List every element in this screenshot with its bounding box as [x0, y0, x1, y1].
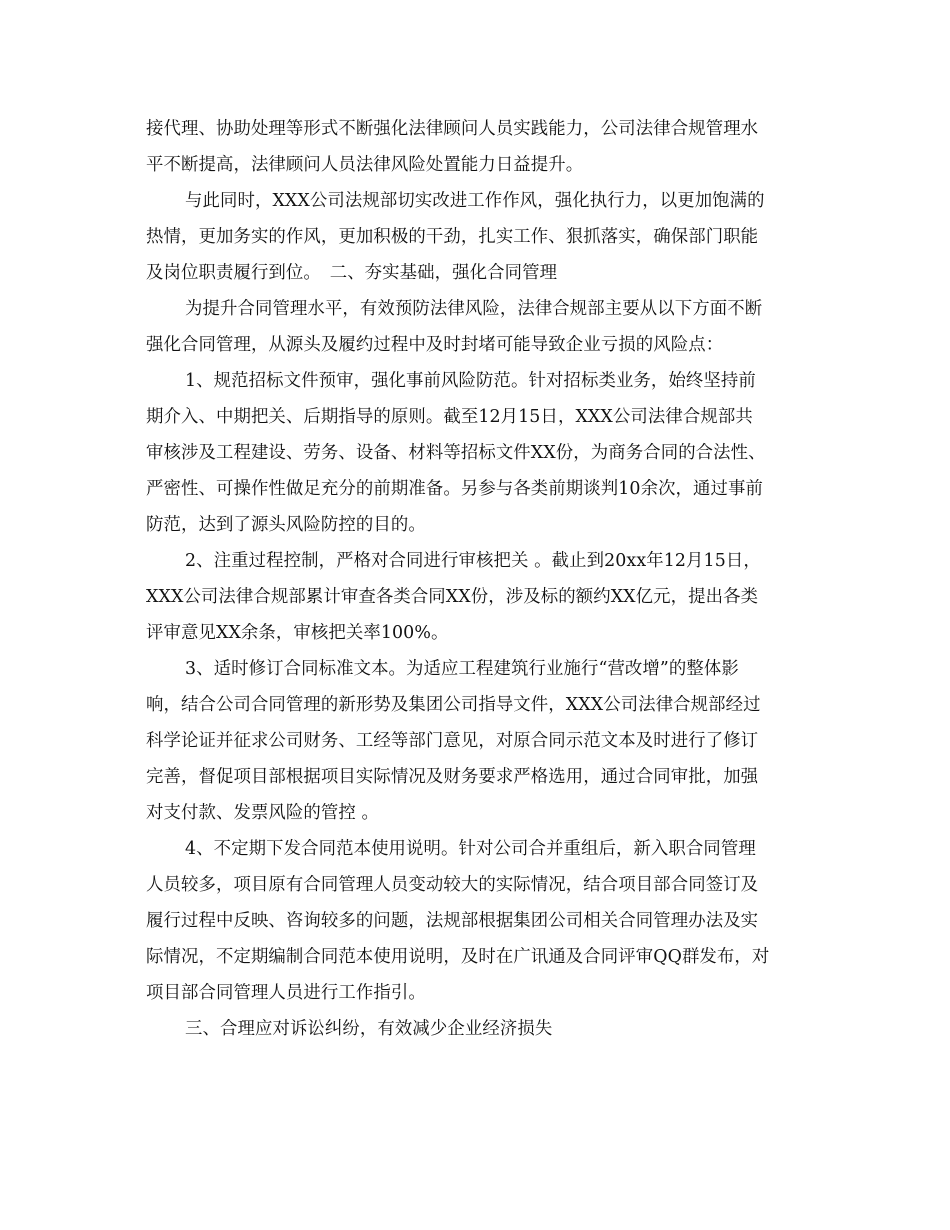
text-line: XXX公司法律合规部累计审查各类合同XX份，涉及标的额约XX亿元，提出各类	[146, 587, 759, 607]
text-line: 对支付款、发票风险的管控 。	[146, 803, 380, 823]
text-line: 2、注重过程控制，严格对合同进行审核把关 。截止到20xx年12月15日，	[185, 551, 761, 571]
text-line: 科学论证并征求公司财务、工经等部门意见，对原合同示范文本及时进行了修订	[146, 731, 759, 751]
text-line: 1、规范招标文件预审，强化事前风险防范。针对招标类业务，始终坚持前	[185, 371, 756, 391]
text-line: 平不断提高，法律顾问人员法律风险处置能力日益提升。	[146, 155, 584, 175]
text-line: 响，结合公司合同管理的新形势及集团公司指导文件，XXX公司法律合规部经过	[146, 695, 761, 715]
text-line: 强化合同管理，从源头及履约过程中及时封堵可能导致企业亏损的风险点：	[146, 335, 724, 355]
text-line: 4、不定期下发合同范本使用说明。针对公司合并重组后，新入职合同管理	[185, 839, 756, 859]
text-line: 防范，达到了源头风险防控的目的。	[146, 515, 426, 535]
text-line: 履行过程中反映、咨询较多的问题，法规部根据集团公司相关合同管理办法及实	[146, 911, 759, 931]
text-line: 三、合理应对诉讼纠纷，有效减少企业经济损失	[185, 1019, 553, 1039]
text-line: 期介入、中期把关、后期指导的原则。截至12月15日，XXX公司法律合规部共	[146, 407, 753, 427]
text-line: 3、适时修订合同标准文本。为适应工程建筑行业施行“营改增”的整体影	[185, 659, 739, 679]
text-line: 热情，更加务实的作风，更加积极的干劲，扎实工作、狠抓落实，确保部门职能	[146, 227, 759, 247]
text-line: 项目部合同管理人员进行工作指引。	[146, 983, 426, 1003]
text-line: 严密性、可操作性做足充分的前期准备。另参与各类前期谈判10余次，通过事前	[146, 479, 764, 499]
document-page	[146, 111, 810, 1047]
text-line: 及岗位职责履行到位。 二、夯实基础，强化合同管理	[146, 263, 558, 283]
text-line: 与此同时，XXX公司法规部切实改进工作作风，强化执行力，以更加饱满的	[185, 191, 765, 211]
text-line: 接代理、协助处理等形式不断强化法律顾问人员实践能力，公司法律合规管理水	[146, 119, 759, 139]
text-line: 际情况，不定期编制合同范本使用说明，及时在广讯通及合同评审QQ群发布，对	[146, 947, 770, 967]
text-line: 为提升合同管理水平，有效预防法律风险，法律合规部主要从以下方面不断	[185, 299, 763, 319]
text-line: 人员较多，项目原有合同管理人员变动较大的实际情况，结合项目部合同签订及	[146, 875, 759, 895]
text-line: 审核涉及工程建设、劳务、设备、材料等招标文件XX份，为商务合同的合法性、	[146, 443, 766, 463]
text-line: 完善，督促项目部根据项目实际情况及财务要求严格选用，通过合同审批，加强	[146, 767, 759, 787]
text-line: 评审意见XX余条，审核把关率100%。	[146, 623, 449, 643]
